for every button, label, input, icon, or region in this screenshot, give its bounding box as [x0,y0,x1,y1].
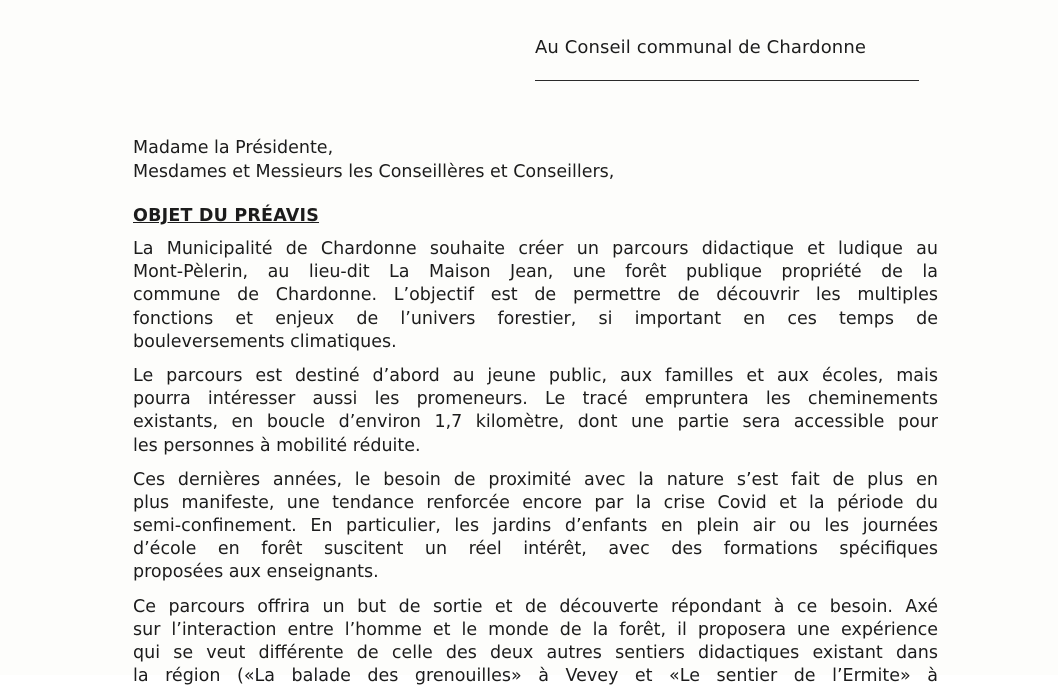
paragraph-line: la région («La balade des grenouilles» à Vevey et «Le sentier de l’Ermite» à [133,666,938,687]
paragraph-line: Ce parcours offrira un but de sortie et de découverte répondant à ce besoin. Axé [133,596,938,617]
paragraph-line: fonctions et enjeux de l’univers forestier, si important en ces temps de [133,308,938,329]
recipient-underline [535,80,919,81]
paragraph [133,238,938,354]
paragraph-line: semi-confinement. En particulier, les jardins d’enfants en plein air ou les journées [133,516,938,537]
paragraph-line: existants, en boucle d’environ 1,7 kilomètre, dont une partie sera accessible pour [133,412,938,433]
paragraph-line: commune de Chardonne. L’objectif est de permettre de découvrir les multiples [133,285,938,306]
paragraph-line: Ces dernières années, le besoin de proximité avec la nature s’est fait de plus en [133,469,938,490]
paragraph-line: pourra intéresser aussi les promeneurs. Le tracé empruntera les cheminements [133,389,938,410]
paragraph-line: proposées aux enseignants. [133,562,379,583]
paragraph-line: La Municipalité de Chardonne souhaite créer un parcours didactique et ludique au [133,239,938,259]
paragraph [133,469,938,585]
recipient-line: Au Conseil communal de Chardonne [535,37,866,58]
paragraph-line: les personnes à mobilité réduite. [133,435,421,456]
paragraph-line: sur l’interaction entre l’homme et le monde de la forêt, il proposera une expérience [133,619,938,640]
paragraph-line: Le parcours est destiné d’abord au jeune public, aux familles et aux écoles, mais [133,365,938,386]
paragraph-line: Mont-Pèlerin, au lieu-dit La Maison Jean, une forêt publique propriété de la [133,262,938,283]
paragraph-line: d’école en forêt suscitent un réel intérêt, avec des formations spécifiques [133,539,938,560]
salutation-line: Madame la Présidente, [133,138,334,158]
paragraph-line: bouleversements climatiques. [133,331,397,352]
paragraph [133,596,938,689]
paragraph-line: qui se veut différente de celle des deux autres sentiers didactiques existant dans [133,643,938,663]
letter-body [133,238,938,699]
salutation-line: Mesdames et Messieurs les Conseillères et Conseillers, [133,162,615,182]
subject-heading: OBJET DU PRÉAVIS [133,206,320,226]
paragraph [133,365,938,458]
salutation [133,136,614,184]
paragraph-line: plus manifeste, une tendance renforcée encore par la crise Covid et la période du [133,492,938,513]
